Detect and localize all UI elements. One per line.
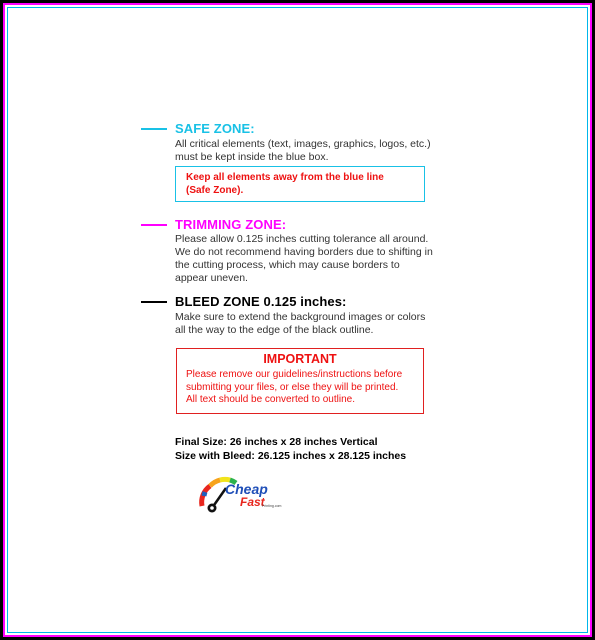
safe-zone-title: SAFE ZONE:	[175, 121, 255, 136]
safe-zone-text-line: must be kept inside the blue box.	[175, 151, 329, 163]
logo-arc-orange	[210, 480, 220, 486]
safe-zone-box-line: (Safe Zone).	[186, 185, 244, 196]
safe-zone-box	[175, 166, 425, 202]
bleed-size-text: Size with Bleed: 26.125 inches x 28.125 inches	[175, 450, 407, 462]
safe-zone-box-text	[186, 171, 421, 197]
important-text-line: submitting your files, or else they will be printed.	[186, 381, 399, 393]
bleed-zone-dash	[141, 301, 167, 303]
important-text-line: All text should be converted to outline.	[186, 394, 355, 405]
final-size-text: Final Size: 26 inches x 28 inches Vertical	[175, 436, 378, 448]
important-text-line: Please remove our guidelines/instructions before	[186, 369, 403, 380]
trimming-zone-dash	[141, 224, 167, 226]
safe-zone-text-line: All critical elements (text, images, graphics, logos, etc.)	[175, 138, 431, 150]
trimming-zone-text-line: appear uneven.	[175, 272, 248, 284]
bleed-zone-title: BLEED ZONE 0.125 inches:	[175, 294, 347, 309]
logo-word-cheap: Cheap	[225, 481, 268, 497]
important-box	[176, 348, 424, 414]
logo-hub-center	[210, 506, 214, 510]
safe-zone-text	[175, 138, 445, 164]
cheap-fast-printing-logo	[196, 472, 286, 518]
safe-zone-box-line: Keep all elements away from the blue line	[186, 172, 384, 183]
safe-zone-dash	[141, 128, 167, 130]
trimming-zone-text-line: Please allow 0.125 inches cutting tolerance all around.	[175, 233, 429, 245]
important-title: IMPORTANT	[263, 352, 337, 366]
important-text	[186, 369, 421, 407]
trimming-zone-title: TRIMMING ZONE:	[175, 217, 287, 232]
bleed-zone-text-line: all the way to the edge of the black outline.	[175, 324, 374, 336]
logo-word-printing: Printing.com	[262, 504, 282, 508]
trimming-zone-text-line: We do not recommend having borders due to shifting in	[175, 246, 433, 258]
logo-arc-blue	[204, 492, 205, 496]
logo-arc-yellow	[220, 479, 230, 480]
logo-word-fast: Fast	[240, 495, 265, 509]
bleed-zone-text-line: Make sure to extend the background images or colors	[175, 311, 426, 323]
bleed-zone-text	[175, 311, 445, 337]
logo-graphic	[196, 472, 286, 518]
trimming-zone-text-line: the cutting process, which may cause borders to	[175, 259, 400, 271]
trimming-zone-text	[175, 233, 455, 285]
